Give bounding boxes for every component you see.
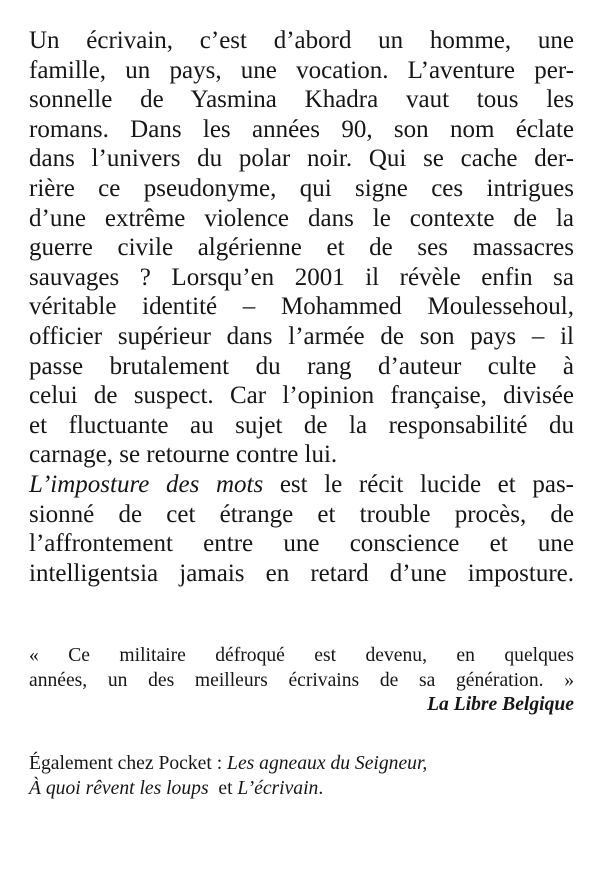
- also-title: L’écrivain: [237, 777, 319, 799]
- summary-line: romans. Dans les années 90, son nom éclate: [29, 115, 574, 143]
- book-title-italic: L’imposture des mots: [29, 470, 264, 498]
- summary-line: véritable identité – Mohammed Moulessehoul,: [29, 293, 574, 321]
- summary-line: et fluctuante au sujet de la responsabilité du: [29, 411, 574, 439]
- also-line: [29, 752, 574, 777]
- also-title: Les agneaux du Seigneur,: [227, 753, 428, 774]
- summary-text: [29, 26, 574, 588]
- summary-line: dans l’univers du polar noir. Qui se cache der-: [29, 145, 574, 173]
- quote-line: années, un des meilleurs écrivains de sa génération. »: [29, 669, 574, 691]
- summary-line: Un écrivain, c’est d’abord un homme, une: [29, 27, 574, 54]
- quote-line: « Ce militaire défroqué est devenu, en quelques: [29, 645, 574, 666]
- also-line: [29, 777, 574, 802]
- summary-line: celui de suspect. Car l’opinion française, divisée: [29, 382, 574, 410]
- summary-line: guerre civile algérienne et de ses massacres: [29, 234, 574, 262]
- summary-line: carnage, se retourne contre lui.: [29, 441, 338, 469]
- summary-line: sauvages ? Lorsqu’en 2001 il révèle enfin sa: [29, 263, 574, 291]
- summary-line: rière ce pseudonyme, qui signe ces intrigues: [29, 174, 574, 202]
- summary-line: sonnelle de Yasmina Khadra vaut tous les: [29, 86, 574, 114]
- description-line: [29, 470, 574, 500]
- summary-line: officier supérieur dans l’armée de son pays – il: [29, 322, 574, 350]
- description-line: l’affrontement entre une conscience et une: [29, 530, 574, 558]
- quote-source: La Libre Belgique: [427, 694, 574, 715]
- also-available-note: [29, 752, 574, 801]
- description-line-rest: est le récit lucide et pas-: [263, 470, 574, 498]
- description-line: intelligentsia jamais en retard d’une imposture.: [29, 559, 574, 587]
- also-title: À quoi rêvent les loups: [29, 777, 209, 799]
- summary-line: passe brutalement du rang d’auteur culte à: [29, 352, 574, 380]
- also-end: .: [318, 777, 324, 799]
- press-quote: [29, 644, 574, 718]
- also-prefix: Également chez Pocket :: [29, 753, 228, 774]
- also-connector: et: [208, 777, 238, 799]
- description-line: sionné de cet étrange et trouble procès, de: [29, 500, 574, 528]
- summary-line: famille, un pays, une vocation. L’aventure per-: [29, 56, 574, 84]
- summary-line: d’une extrême violence dans le contexte de la: [29, 204, 574, 232]
